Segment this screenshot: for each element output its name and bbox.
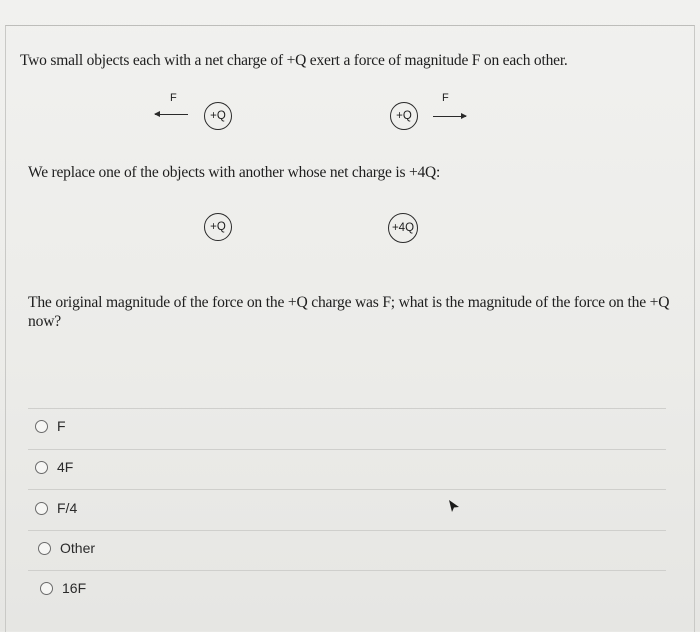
left-force-label: F xyxy=(170,92,177,104)
right-force-arrow-icon xyxy=(433,116,466,117)
question-prompt: The original magnitude of the force on the +Q charge was F; what is the magnitude of the force on the +Q now? xyxy=(28,294,670,330)
right-charge-circle: +Q xyxy=(390,102,418,130)
option-label: F/4 xyxy=(57,500,78,516)
option-other[interactable] xyxy=(38,540,95,556)
option-divider xyxy=(28,408,666,409)
option-label: 4F xyxy=(57,459,74,475)
radio-button-icon[interactable] xyxy=(38,542,51,555)
left-charge-circle: +Q xyxy=(204,102,232,130)
option-label: Other xyxy=(60,540,96,556)
option-f-over-4[interactable] xyxy=(35,500,77,516)
option-label: 16F xyxy=(62,580,87,596)
radio-button-icon[interactable] xyxy=(40,582,53,595)
small-charge-circle: +Q xyxy=(204,213,232,241)
option-divider xyxy=(28,449,666,450)
option-divider xyxy=(28,570,666,571)
replace-statement: We replace one of the objects with another whose net charge is +4Q: xyxy=(28,164,441,181)
question-intro: Two small objects each with a net charge of +Q exert a force of magnitude F on each other. xyxy=(20,52,568,69)
left-force-arrow-icon xyxy=(155,114,188,115)
option-4f[interactable] xyxy=(35,459,73,475)
mouse-pointer-icon xyxy=(447,498,461,514)
radio-button-icon[interactable] xyxy=(35,420,48,433)
right-force-label: F xyxy=(442,92,449,104)
option-f[interactable] xyxy=(35,418,66,434)
radio-button-icon[interactable] xyxy=(35,502,48,515)
large-charge-circle: +4Q xyxy=(388,213,418,243)
option-divider xyxy=(28,530,666,531)
radio-button-icon[interactable] xyxy=(35,461,48,474)
option-divider xyxy=(28,489,666,490)
option-label: F xyxy=(57,418,66,434)
option-16f[interactable] xyxy=(40,580,86,596)
